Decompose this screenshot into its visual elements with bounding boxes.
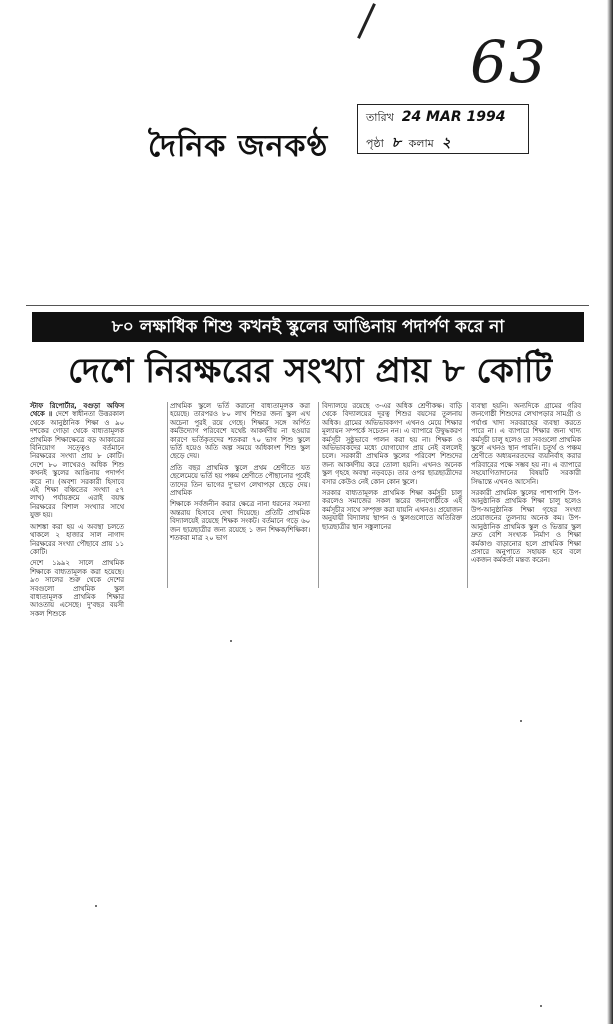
- stamp-date-label: তারিখ: [366, 111, 394, 124]
- scan-mark: [357, 3, 376, 39]
- scan-speck: [520, 720, 522, 722]
- scan-edge-shadow: [607, 0, 613, 1024]
- stamp-date-value: 24 MAR 1994: [401, 109, 506, 125]
- article-paragraph: দেশে ১৯৯২ সালে প্রাথমিক শিক্ষাকে বাধ্যতামূলক করা হয়েছে। ৯৩ সালের শুরু থেকে দেশের সবগুলো প্রাথমিক স্কুল বাধ্যতামূলক প্রাথমিক শিক্ষার আওতায় এসেছে। দু'বছর বয়সী সকল শিশুকে: [30, 559, 124, 618]
- scan-speck: [230, 640, 232, 642]
- article-paragraph: সরকার বাধ্যতামূলক প্রাথমিক শিক্ষা কর্মসূচী চালু করলেও সমাজের সকল স্তরের জনগোষ্ঠীকে এই কর্মসূচীর সাথে সম্পৃক্ত করা যায়নি এখনও। প্রয়োজন অনুযায়ী বিদ্যালয় স্থাপন ও স্কুলগুলোতে অতিরিক্ত ছাত্রছাত্রীর স্থান সঙ্কুলানের: [322, 489, 462, 531]
- article-column-4: [471, 402, 581, 588]
- article-paragraph: আশঙ্কা করা হয় এ অবস্থা চলতে থাকলে ২ হাজার সাল নাগাদ নিরক্ষরের সংখ্যা পৌছাবে প্রায় ১১ কোটি।: [30, 522, 124, 556]
- scan-speck: [95, 905, 97, 907]
- article-column-2: [170, 402, 310, 588]
- article-paragraph: ব্যবস্থা হয়নি। অন্যদিকে গ্রামের গরিব জনগোষ্ঠী শিশুদের লেখাপড়ার সামগ্রী ও পর্যাপ্ত খাদ্য সরবরাহের ব্যবস্থা করতে পারে না। এ ব্যাপারে শিক্ষার জন্য খাদ্য কর্মসূচী চালু হলেও তা সবগুলো প্রাথমিক স্কুলে এখনও স্থান পায়নি। চতুর্থ ও পঞ্চম শ্রেণীতে অধ্যয়নরতদের ব্যয়নির্বাহ করার পরিবারের পক্ষে সম্ভব হয় না। এ ব্যাপারে সহযোগিতাদানের বিষয়টি সরকারী সিদ্ধান্তে এখনও আসেনি।: [471, 402, 581, 486]
- article-paragraph: বিদ্যালয়ে রয়েছে ৩-এর অধিক শ্রেণীকক্ষ। বাড়ি থেকে বিদ্যালয়ের দূরত্ব শিশুর বয়সের তুলনায় অধিক। গ্রামের অভিভাবকগণ এখনও মেয়ে শিক্ষার মূল্যায়ন সম্পর্কে সচেতন নন। এ ব্যাপারে উদ্বুদ্ধকরণ কর্মসূচী সুষ্ঠুভাবে পালন করা হয় না। শিক্ষক ও অভিভাবকদের মধ্যে যোগাযোগ প্রায় নেই বললেই চলে। সরকারী প্রাথমিক স্কুলের পরিবেশ শিশুদের জন্য আকর্ষণীয় করে তোলা হয়নি। এখনও অনেক স্কুল গৃহহে অবস্থা নড়বড়ে। তার ওপর ছাত্রছাত্রীদের বসার কেউও নেই কোন কোন স্কুলে।: [322, 402, 462, 486]
- column-divider: [167, 402, 168, 588]
- newspaper-masthead: দৈনিক জনকণ্ঠ: [148, 129, 329, 164]
- column-divider: [467, 402, 468, 588]
- scan-speck: [540, 1005, 542, 1007]
- stamp-column-value: ২: [441, 135, 451, 151]
- article-dateline: স্টাফ রিপোর্টার, বগুড়া অফিস থেকে ॥: [30, 402, 124, 419]
- article-paragraph: প্রাথমিক স্কুলে ভর্তি করানো বাধ্যতামূলক করা হয়েছে। তারপরও ৮০ লাখ শিশুর জন্য স্কুল এখ অচেনা পুরই রয়ে গেছে। শিক্ষার সঙ্গে অর্পিত কর্মউদ্যোগ পরিবেশে যথেষ্ট আকর্ষণীয় না হওয়ার কারণে ভর্তিকৃতদের শতকরা ৭০ ভাগ শিশু স্কুলে ভর্তি হয়েও অতি অল্প সময়ে অধিকাংশ শিশু স্কুল ছেড়ে দেয়।: [170, 402, 310, 461]
- column-divider: [318, 402, 319, 588]
- clipping-stamp: [357, 104, 529, 154]
- article-headline: দেশে নিরক্ষরের সংখ্যা প্রায় ৮ কোটি: [67, 351, 553, 391]
- article-column-1: [30, 402, 125, 618]
- article-paragraph: সরকারী প্রাথমিক স্কুলের পাশাপাশি উপ-আনুষ্ঠানিক প্রাথমিক শিক্ষা চালু হলেও উপ-আনুষ্ঠানিক শিক্ষা গৃহের সংখ্যা প্রয়োজনের তুলনায় অনেক কম। উপ-আনুষ্ঠানিক প্রাথমিক স্কুল ও ভিত্তার স্কুল দ্রুত বেশি সংখ্যক নির্মাণ ও শিক্ষা কর্মকাণ্ড বাড়ানোর হলে প্রাথমিক শিক্ষা প্রসারে অনুপাতে সহায়ক হবে বলে একজন কর্মকর্তা মন্তব্য করেন।: [471, 489, 581, 565]
- article-paragraph: শিক্ষাকে সর্বজনীন করার ক্ষেত্রে নানা ধরনের সমস্যা অন্তরায় হিসাবে দেখা দিয়েছে। প্রতিটি প্রাথমিক বিদ্যালয়েই রয়েছে শিক্ষক সংকট। বর্তমানে গড়ে ৬০ জন ছাত্রছাত্রীর জন্য রয়েছে ১ জন শিক্ষক/শিক্ষিকা। শতকরা মাত্র ২০ ভাগ: [170, 500, 310, 543]
- stamp-date-row: [366, 109, 509, 128]
- handwritten-page-number: 63: [470, 28, 548, 96]
- stamp-page-label: পৃষ্ঠা: [366, 137, 384, 150]
- stamp-column-label: কলাম: [408, 137, 434, 150]
- article-paragraph: প্রতি বছর প্রাথমিক স্কুলে প্রথম শ্রেণীতে যত ছেলেমেয়ে ভর্তি হয় পঞ্চম শ্রেণীতে পৌছানোর পূর্বেই তাদের তিন ভাগের দু'ভাগ লেখাপড়া ছেড়ে দেয়। প্রাথমিক: [170, 463, 310, 498]
- article-paragraph: দেশে স্বাধীনতা উত্তরকাল থেকে আনুষ্ঠানিক শিক্ষা ও ৯০ দশকের গোড়া থেকে বাধ্যতামূলক প্রাথমিক শিক্ষাক্ষেত্রে বড় আকারের বিনিয়োগ সত্ত্বেও বর্তমানে নিরক্ষরের সংখ্যা প্রায় ৮ কোটি। দেশে ৮০ লাখেরও অধিক শিশু কখনই স্কুলের আঙিনায় পদার্পণ করে না। (অবশ্য সরকারী হিসাবে এই শিক্ষা বঞ্চিতের সংখ্যা ৫৭ লাখ) পর্যায়ক্রমে এরাই বয়স্ক নিরক্ষরের বিশাল সংখ্যার সাথে যুক্ত হয়।: [30, 410, 125, 520]
- stamp-page-value: ৮: [391, 135, 401, 151]
- article-column-3: [322, 402, 462, 588]
- stamp-page-row: [366, 131, 455, 155]
- news-clipping: [26, 305, 589, 618]
- article-banner: ৮০ লক্ষাধিক শিশু কখনই স্কুলের আঙিনায় পদার্পণ করে না: [32, 312, 584, 342]
